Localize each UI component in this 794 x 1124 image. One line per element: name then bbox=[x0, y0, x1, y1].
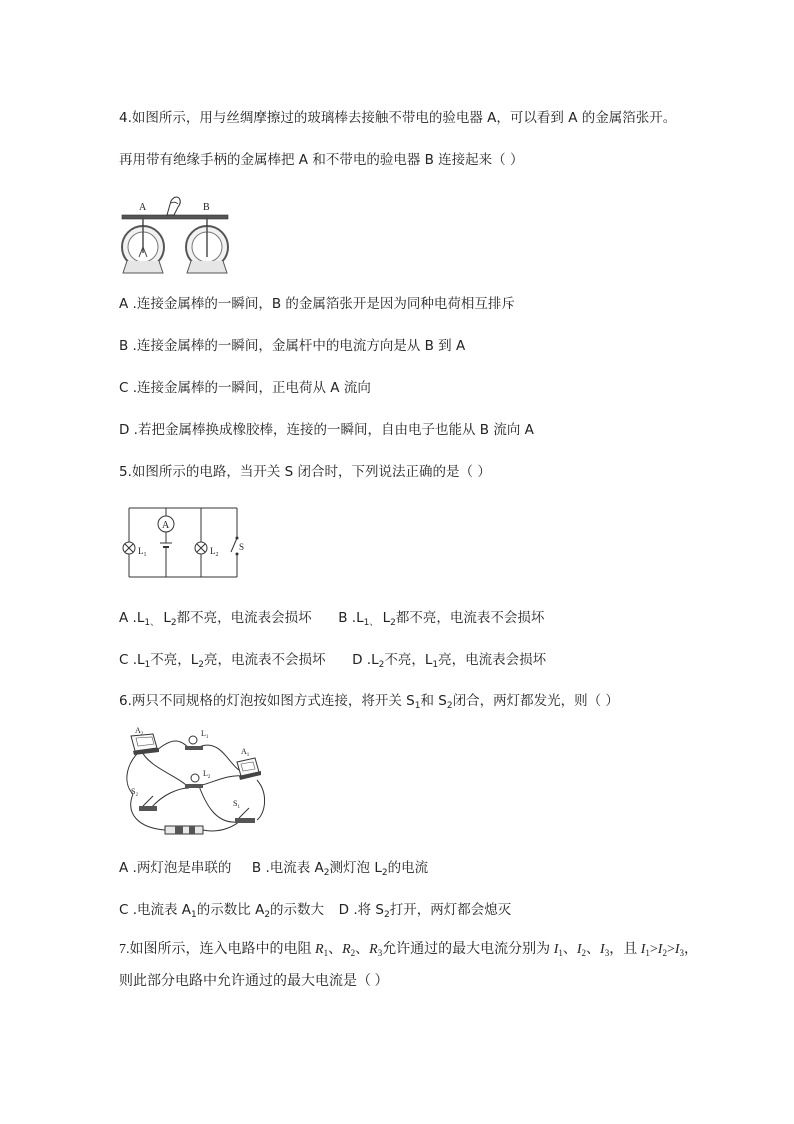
q4-option-d: D .若把金属棒换成橡胶棒，连接的一瞬间，自由电子也能从 B 流向 A bbox=[119, 422, 534, 438]
svg-text:L1 bbox=[138, 546, 147, 558]
electroscope-a-label: A bbox=[139, 202, 147, 213]
q4-option-a: A .连接金属棒的一瞬间，B 的金属箔张开是因为同种电荷相互排斥 bbox=[119, 296, 515, 312]
q6-l2-label: L bbox=[203, 769, 208, 778]
q6-option-a: A .两灯泡是串联的 bbox=[119, 860, 232, 876]
q6-s2-label: S bbox=[131, 787, 136, 796]
q5-l1-sub: 1 bbox=[143, 552, 147, 558]
q5-l2-sub: 2 bbox=[215, 552, 219, 558]
q5-l2-label: L bbox=[210, 546, 216, 556]
svg-text:L2: $L_2$ bbox=[203, 769, 211, 780]
q6-options-cd bbox=[119, 900, 511, 925]
q5-option-a: A $.L_{1、}$ $L_2$都不亮，电流表会损坏 bbox=[119, 610, 312, 628]
q6-options-ab bbox=[119, 858, 428, 883]
q5-stem: 5.如图所示的电路，当开关 S 闭合时，下列说法正确的是（ ） bbox=[119, 464, 491, 480]
electroscope-b-label: B bbox=[203, 202, 210, 213]
q5-ammeter-label: A bbox=[162, 520, 170, 531]
q4-option-c: C .连接金属棒的一瞬间，正电荷从 A 流向 bbox=[119, 380, 371, 396]
svg-text:S2: $S_2$ bbox=[131, 787, 138, 798]
q5-option-c: C $.L_1$不亮，$L_2$亮，电流表不会损坏 bbox=[119, 652, 326, 670]
svg-text:A2: $A_2$ bbox=[135, 726, 144, 737]
q5-option-d: D $.L_2$不亮，$L_1$亮，电流表会损坏 bbox=[352, 652, 547, 670]
q6-stem: 6.两只不同规格的灯泡按如图方式连接，将开关 $S_1$和 $S_2$闭合，两灯都发光，则（ ） bbox=[119, 693, 619, 711]
q5-switch-label: S bbox=[239, 542, 244, 552]
svg-text:L2 bbox=[210, 546, 219, 558]
svg-text:L1: $L_1$ bbox=[201, 729, 209, 740]
electroscope-figure bbox=[119, 195, 231, 275]
q6-option-b: B .电流表 $A_2$测灯泡 $L_2$的电流 bbox=[251, 860, 429, 878]
q6-s1-label: S bbox=[233, 799, 238, 808]
q5-option-b: B $.L_{1、}$ $L_2$都不亮，电流表不会损坏 bbox=[338, 610, 545, 628]
q7-stem-line1: 7.如图所示，连入电路中的电阻 $R_1$、$R_2$、$R_3$允许通过的最大电流分别为 $I_1$、$I_2$、$I_3$，且 $I_1>I_2>I_3$， bbox=[119, 942, 699, 958]
q7-stem-line2: 则此部分电路中允许通过的最大电流是（ ） bbox=[119, 974, 389, 989]
q5-options-ab bbox=[119, 608, 544, 633]
svg-text:S1: $S_1$ bbox=[233, 799, 240, 810]
q5-l1-label: L bbox=[138, 546, 144, 556]
q4-stem-line1: 4.如图所示，用与丝绸摩擦过的玻璃棒去接触不带电的验电器 A，可以看到 A 的金属箔张开。 bbox=[119, 110, 677, 126]
q6-a2-label: A bbox=[135, 726, 141, 735]
circuit-photo-q6 bbox=[119, 724, 269, 840]
q5-options-cd bbox=[119, 650, 546, 675]
svg-text:A1: $A_1$ bbox=[241, 747, 250, 758]
q6-option-d: D .将 $S_2$打开，两灯都会熄灭 bbox=[338, 902, 512, 920]
circuit-diagram-q5 bbox=[119, 502, 244, 582]
q6-a1-label: A bbox=[241, 747, 247, 756]
q6-option-c: C .电流表 $A_1$的示数比 $A_2$的示数大 bbox=[119, 902, 325, 920]
q4-option-b: B .连接金属棒的一瞬间，金属杆中的电流方向是从 B 到 A bbox=[119, 338, 466, 354]
q6-l1-label: L bbox=[201, 729, 206, 738]
q4-stem-line2: 再用带有绝缘手柄的金属棒把 A 和不带电的验电器 B 连接起来（ ） bbox=[119, 152, 524, 168]
